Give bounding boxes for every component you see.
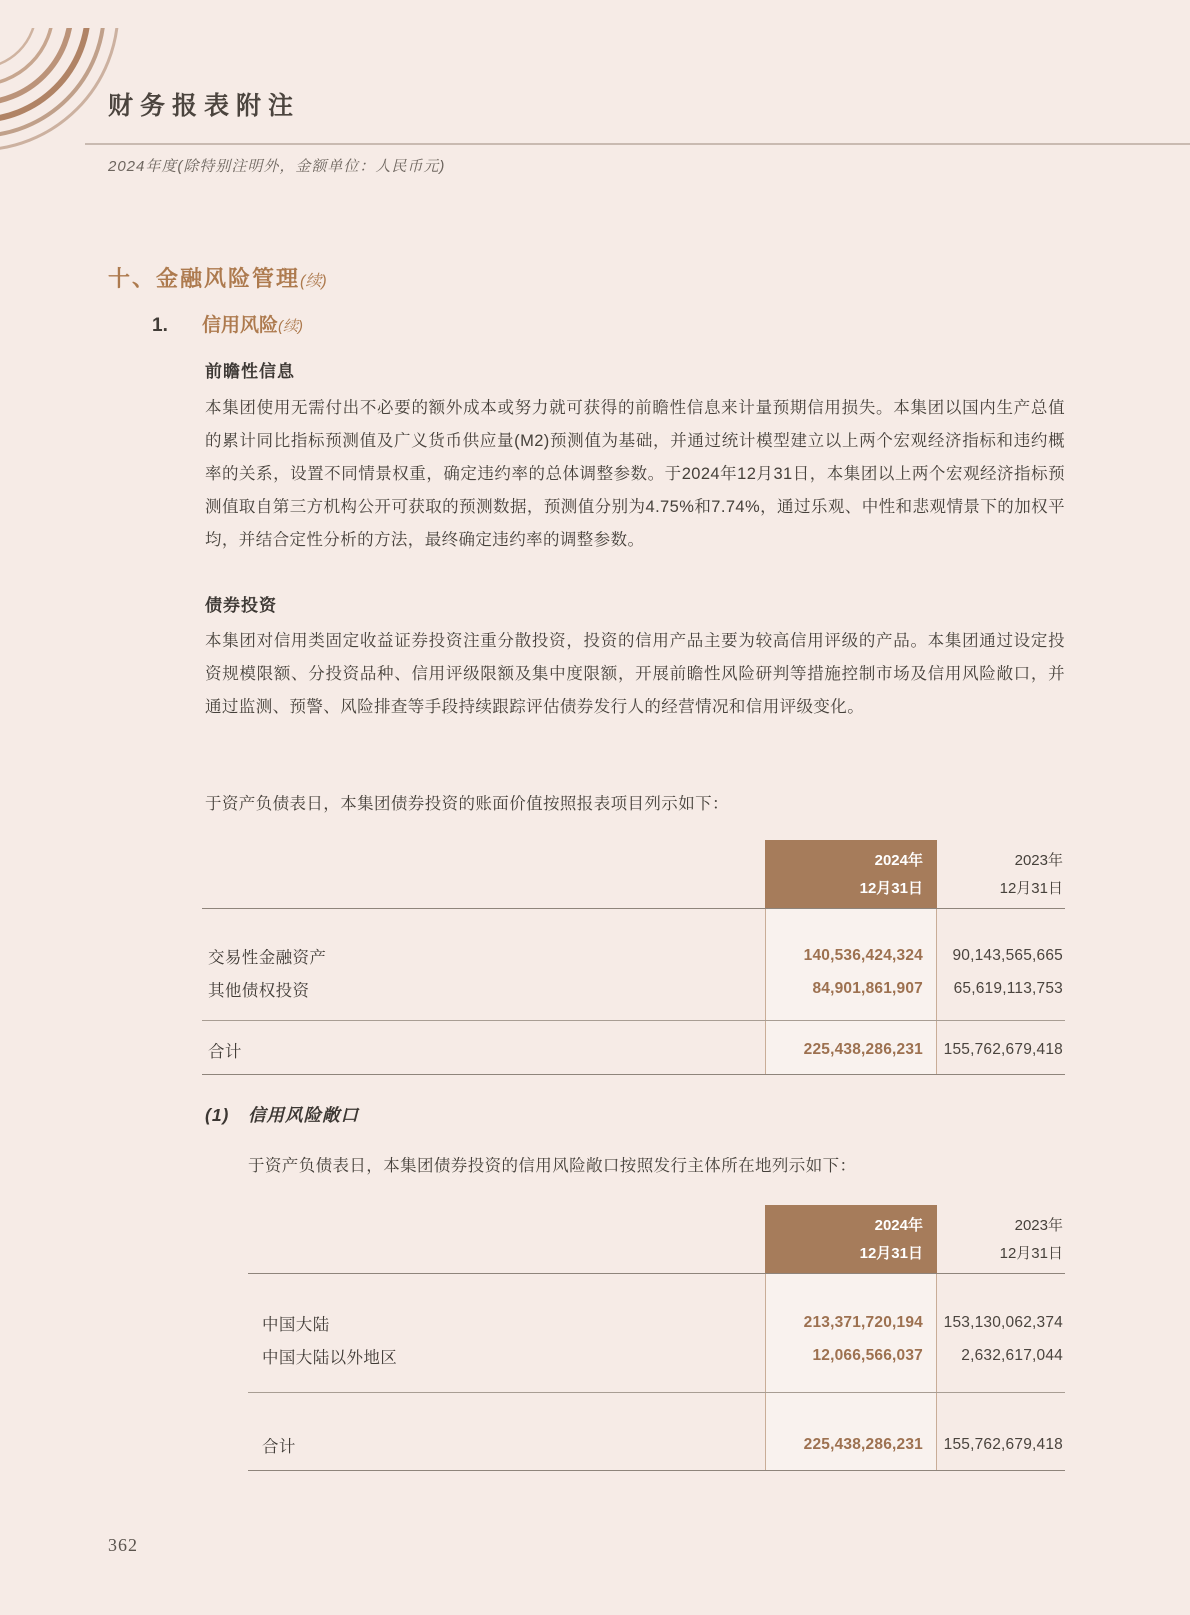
- column-header-2023-year: 2023年: [1014, 1217, 1063, 1234]
- total-value-2023: 155,762,679,418: [943, 1040, 1063, 1058]
- table-body: [248, 1273, 1065, 1392]
- row-value-2023: 2,632,617,044: [961, 1346, 1063, 1364]
- bond-investment-paragraph: 本集团对信用类固定收益证券投资注重分散投资，投资的信用产品主要为较高信用评级的产品。本集团通过设定投资规模限额、分投资品种、信用评级限额及集中度限额，开展前瞻性风险研判等措施控制市场及信用风险敞口，并通过监测、预警、风险排查等手段持续跟踪评估债券发行人的经营情况和信用评级变化。: [205, 632, 1065, 716]
- forward-info-heading: 前瞻性信息: [205, 362, 295, 381]
- table-header-row: [202, 840, 1065, 908]
- row-value-2024: 84,901,861,907: [812, 979, 923, 997]
- column-header-2024-year: 2024年: [874, 852, 923, 869]
- total-row: [248, 1428, 1065, 1461]
- column-header-2023-year: 2023年: [1014, 852, 1063, 869]
- column-header-2024: [765, 840, 937, 908]
- row-value-2024: 213,371,720,194: [803, 1313, 923, 1331]
- column-header-2024-date: 12月31日: [859, 880, 923, 897]
- total-value-2023: 155,762,679,418: [943, 1435, 1063, 1453]
- table-row: [202, 939, 1065, 972]
- row-label: 中国大陆以外地区: [262, 1348, 398, 1367]
- page-subtitle: 2024年度(除特别注明外，金额单位：人民币元): [108, 158, 446, 175]
- row-label: 中国大陆: [262, 1315, 330, 1334]
- bond-investment-heading: 债券投资: [205, 596, 277, 615]
- row-value-2023: 65,619,113,753: [953, 979, 1063, 997]
- table-row: [202, 972, 1065, 1005]
- total-label: 合计: [262, 1437, 296, 1456]
- subsection-number: 1.: [152, 315, 168, 336]
- column-header-2024-date: 12月31日: [859, 1245, 923, 1262]
- total-label: 合计: [208, 1042, 242, 1061]
- total-value-2024: 225,438,286,231: [803, 1040, 923, 1058]
- forward-info-paragraph: 本集团使用无需付出不必要的额外成本或努力就可获得的前瞻性信息来计量预期信用损失。本集团以国内生产总值的累计同比指标预测值及广义货币供应量(M2)预测值为基础，并通过统计模型建立以上两个宏观经济指标和违约概率的关系，设置不同情景权重，确定违约率的总体调整参数。于2024年12月31日，本集团以上两个宏观经济指标预测值取自第三方机构公开可获取的预测数据，预测值分别为4.75%和7.74%，通过乐观、中性和悲观情景下的加权平均，并结合定性分析的方法，最终确定违约率的调整参数。: [205, 399, 1065, 549]
- column-header-2024-year: 2024年: [874, 1217, 923, 1234]
- column-header-2023: [937, 1205, 1065, 1273]
- subsection-heading: [152, 310, 303, 337]
- column-header-2023: [937, 840, 1065, 908]
- credit-exposure-heading: [205, 1102, 359, 1127]
- section-title: 十、金融风险管理: [108, 266, 301, 291]
- table-body: [202, 908, 1065, 1020]
- table-row: [248, 1306, 1065, 1339]
- row-value-2024: 140,536,424,324: [803, 946, 923, 964]
- row-label: 其他债权投资: [208, 981, 310, 1000]
- table1-intro: 于资产负债表日，本集团债券投资的账面价值按照报表项目列示如下：: [205, 795, 729, 813]
- table2-intro: 于资产负债表日，本集团债券投资的信用风险敞口按照发行主体所在地列示如下：: [248, 1157, 857, 1175]
- row-value-2024: 12,066,566,037: [812, 1346, 923, 1364]
- column-header-2023-date: 12月31日: [999, 880, 1063, 897]
- subsection-title: 信用风险: [202, 315, 279, 336]
- title-divider: [85, 143, 1190, 145]
- row-value-2023: 90,143,565,665: [952, 946, 1063, 964]
- credit-exposure-table: [248, 1205, 1065, 1471]
- table-total-section: [248, 1392, 1065, 1471]
- table-row: [248, 1339, 1065, 1372]
- row-label: 交易性金融资产: [208, 948, 327, 967]
- total-value-2024: 225,438,286,231: [803, 1435, 923, 1453]
- row-value-2023: 153,130,062,374: [943, 1313, 1063, 1331]
- page-number: 362: [108, 1535, 138, 1555]
- credit-exposure-title: 信用风险敞口: [248, 1105, 359, 1125]
- table-total-section: [202, 1020, 1065, 1075]
- header-spacer: [202, 840, 765, 908]
- page-title: 财务报表附注: [108, 93, 301, 120]
- section-continued-label: (续): [300, 273, 327, 290]
- section-heading: [108, 262, 327, 293]
- column-header-2023-date: 12月31日: [999, 1245, 1063, 1262]
- header-spacer: [248, 1205, 765, 1273]
- carrying-value-table: [202, 840, 1065, 1075]
- subsection-continued-label: (续): [278, 318, 304, 335]
- table-header-row: [248, 1205, 1065, 1273]
- credit-exposure-number: (1): [205, 1105, 230, 1125]
- total-row: [202, 1033, 1065, 1066]
- column-header-2024: [765, 1205, 937, 1273]
